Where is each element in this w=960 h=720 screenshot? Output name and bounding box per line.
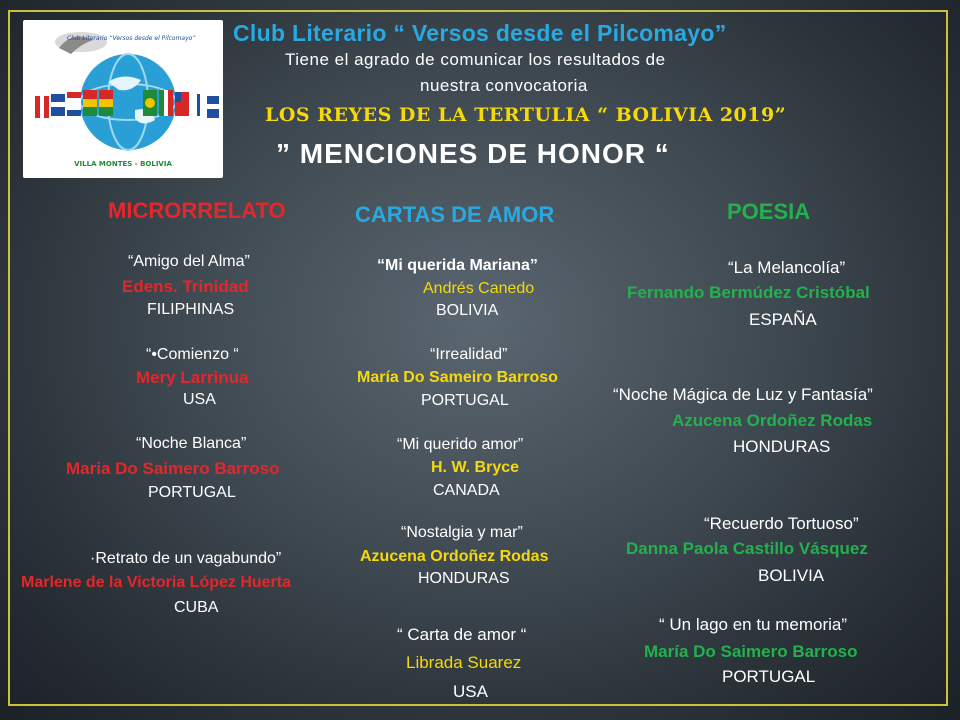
cartas-country-4: HONDURAS [418, 570, 510, 587]
intro-line-2: nuestra convocatoria [420, 76, 588, 95]
club-title: Club Literario “ Versos desde el Pilcomayo” [233, 20, 727, 46]
cartas-country-3: CANADA [433, 482, 500, 499]
logo-bottom-text: VILLA MONTES - BOLIVIA [74, 160, 172, 168]
micro-work-2: “•Comienzo “ [146, 346, 239, 363]
micro-country-4: CUBA [174, 599, 219, 616]
micro-author-3: Maria Do Saimero Barroso [66, 459, 280, 478]
menciones-title: ” MENCIONES DE HONOR “ [276, 138, 670, 169]
cartas-work-2: “Irrealidad” [430, 346, 508, 363]
microrrelato-heading: MICRORRELATO [108, 198, 286, 223]
poesia-country-4: PORTUGAL [722, 667, 816, 686]
micro-work-1: “Amigo del Alma” [128, 253, 250, 270]
micro-country-3: PORTUGAL [148, 484, 236, 501]
cartas-author-5: Librada Suarez [406, 653, 522, 672]
micro-country-2: USA [183, 391, 216, 408]
intro-line-1: Tiene el agrado de comunicar los resultados de [285, 50, 666, 69]
logo-top-text: Club Literario “Versos desde el Pilcomayo” [67, 35, 196, 42]
micro-author-2: Mery Larrinua [136, 368, 249, 387]
cartas-work-3: “Mi querido amor” [397, 436, 524, 453]
cartas-heading: CARTAS DE AMOR [355, 202, 555, 227]
micro-work-3: “Noche Blanca” [136, 435, 247, 452]
poesia-work-1: “La Melancolía” [728, 258, 846, 277]
cartas-work-5: “ Carta de amor “ [397, 625, 527, 644]
micro-author-1: Edens. Trinidad [122, 277, 249, 296]
poesia-heading: POESIA [727, 199, 811, 224]
cartas-work-1: “Mi querida Mariana” [377, 257, 538, 274]
poesia-work-4: “ Un lago en tu memoria” [659, 615, 848, 634]
cartas-author-1: Andrés Canedo [423, 280, 535, 297]
cartas-country-2: PORTUGAL [421, 392, 509, 409]
contest-title: LOS REYES DE LA TERTULIA “ BOLIVIA 2019” [265, 104, 787, 126]
poesia-author-3: Danna Paola Castillo Vásquez [626, 539, 868, 558]
cartas-work-4: “Nostalgia y mar” [401, 524, 523, 541]
poesia-author-4: María Do Saimero Barroso [644, 642, 858, 661]
cartas-author-4: Azucena Ordoñez Rodas [360, 548, 549, 565]
cartas-country-5: USA [453, 682, 488, 701]
cartas-country-1: BOLIVIA [436, 302, 499, 319]
poesia-country-2: HONDURAS [733, 437, 831, 456]
micro-country-1: FILIPHINAS [147, 301, 235, 318]
cartas-author-2: María Do Sameiro Barroso [357, 369, 558, 386]
micro-work-4: ·Retrato de un vagabundo” [90, 550, 282, 567]
poesia-country-1: ESPAÑA [749, 310, 817, 329]
poesia-work-2: “Noche Mágica de Luz y Fantasía” [613, 385, 873, 404]
poesia-country-3: BOLIVIA [758, 566, 825, 585]
poesia-author-2: Azucena Ordoñez Rodas [672, 411, 873, 430]
poesia-work-3: “Recuerdo Tortuoso” [704, 514, 859, 533]
cartas-author-3: H. W. Bryce [431, 459, 520, 476]
club-logo [23, 20, 223, 178]
globe-flags-logo [23, 20, 223, 178]
micro-author-4: Marlene de la Victoria López Huerta [21, 574, 292, 591]
poesia-author-1: Fernando Bermúdez Cristóbal [627, 283, 870, 302]
